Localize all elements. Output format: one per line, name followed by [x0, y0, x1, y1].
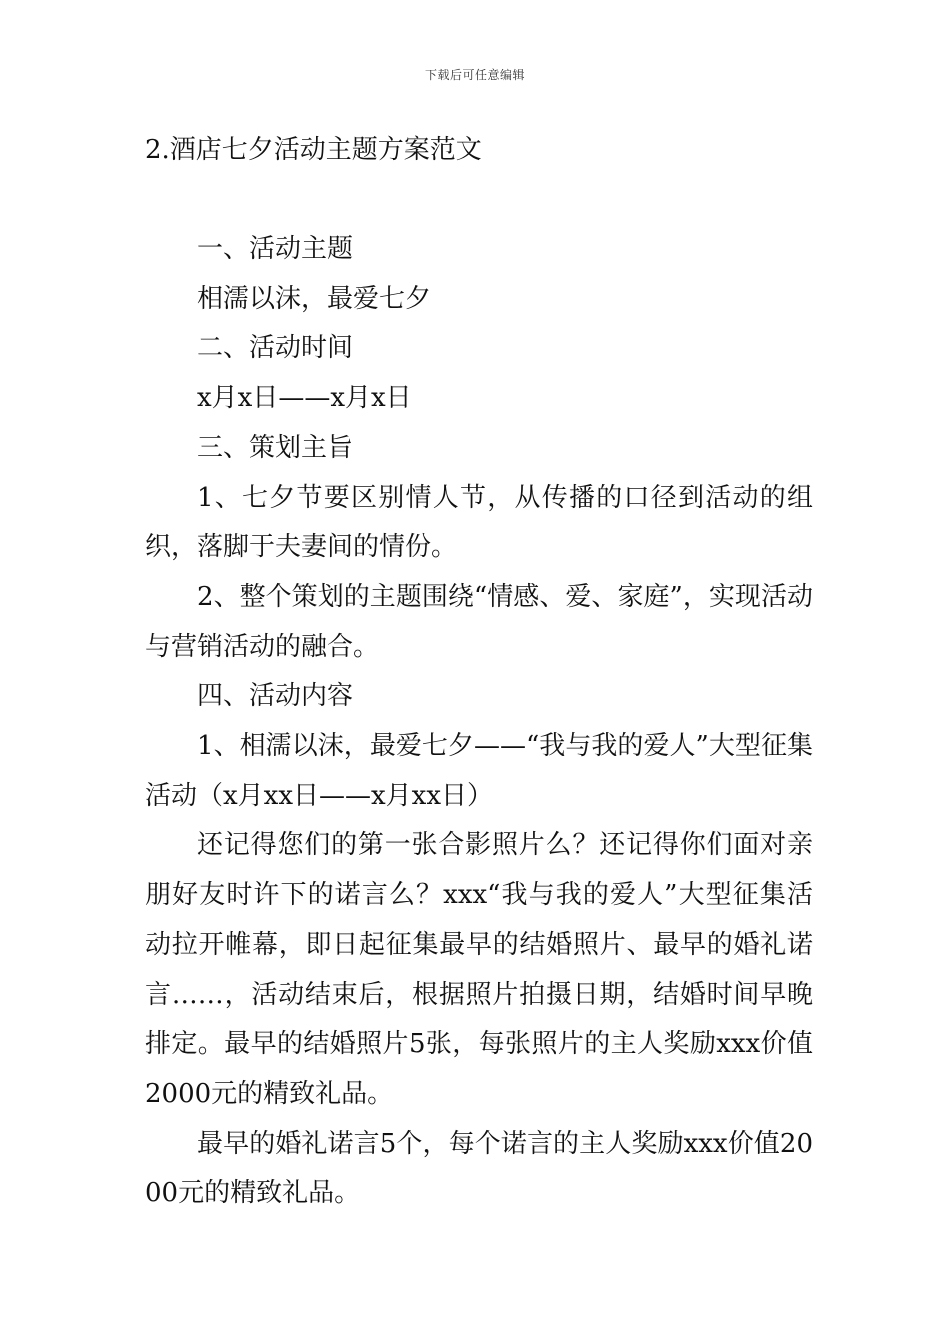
content-paragraph-vows: 最早的婚礼诺言5个，每个诺言的主人奖励xxx价值2000元的精致礼品。	[145, 1128, 813, 1209]
section-heading-time: 二、活动时间	[197, 333, 354, 364]
theme-text: 相濡以沫，最爱七夕	[197, 283, 432, 314]
document-body	[145, 225, 813, 1219]
content-item-1: 1、相濡以沫，最爱七夕——“我与我的爱人”大型征集活动（x月xx日——x月xx日）	[145, 731, 813, 811]
page-header-note: 下载后可任意编辑	[424, 68, 525, 82]
purpose-item-2: 2、整个策划的主题围绕“情感、爱、家庭”，实现活动与营销活动的融合。	[145, 581, 813, 662]
purpose-item-1: 1、七夕节要区别情人节，从传播的口径到活动的组织，落脚于夫妻间的情份。	[145, 482, 813, 563]
time-text: x月x日——x月x日	[197, 383, 412, 414]
document-title: 2.酒店七夕活动主题方案范文	[145, 135, 482, 165]
section-heading-content: 四、活动内容	[197, 681, 354, 712]
section-heading-theme: 一、活动主题	[197, 234, 354, 264]
content-paragraph-description: 还记得您们的第一张合影照片么？还记得你们面对亲朋好友时许下的诺言么？xxx“我与我的爱人”大型征集活动拉开帷幕，即日起征集最早的结婚照片、最早的婚礼诺言……，活动结束后，根据照片拍摄日期，结婚时间早晚排定。最早的结婚照片5张，每张照片的主人奖励xxx价值2000元的精致礼品。	[145, 830, 813, 1109]
section-heading-purpose: 三、策划主旨	[197, 432, 354, 463]
